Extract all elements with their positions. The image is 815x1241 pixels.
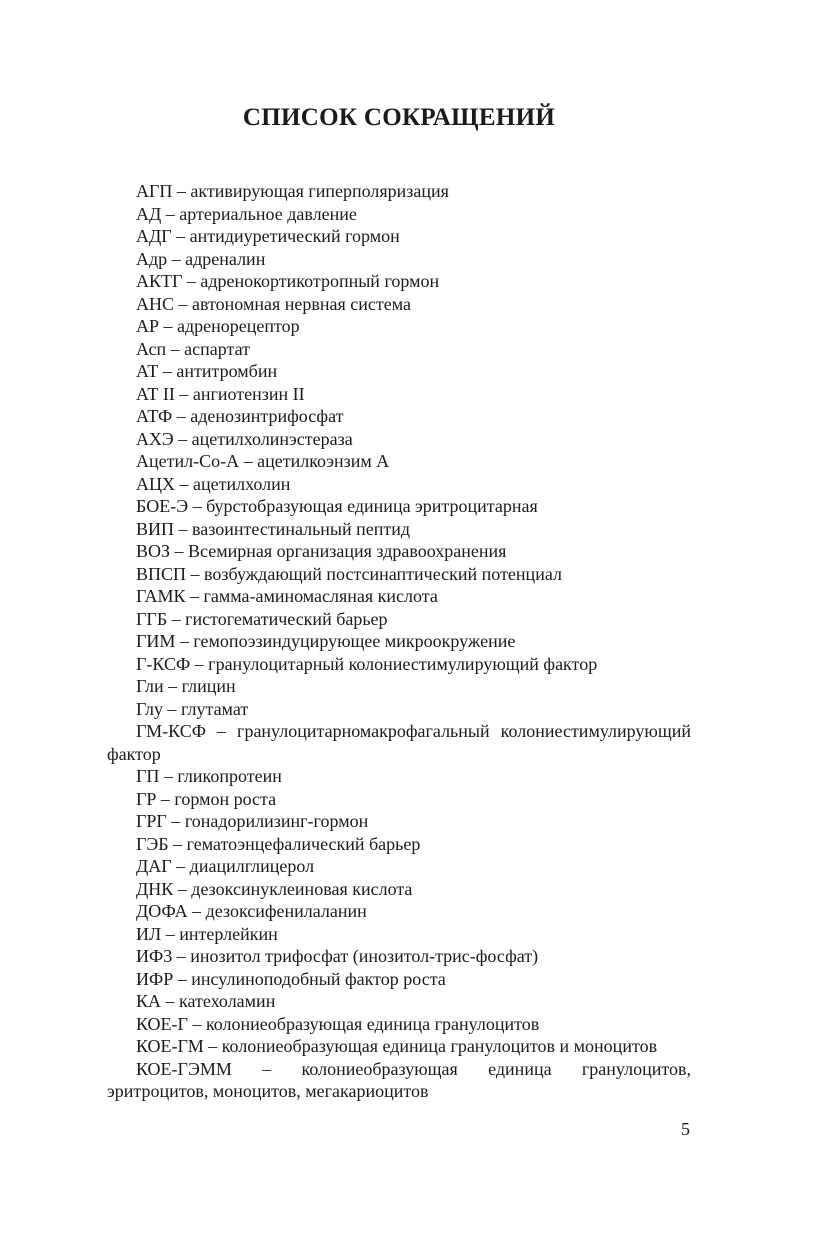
- abbreviation-entry: КОЕ-Г – колониеобразующая единица гранулоцитов: [136, 1013, 540, 1034]
- abbreviation-entry: ВОЗ – Всемирная организация здравоохранения: [136, 541, 507, 561]
- abbreviation-entry: АКТГ – адренокортикотропный гормон: [136, 271, 440, 291]
- abbreviation-entry: АДГ – антидиуретический гормон: [136, 226, 400, 246]
- abbreviation-entry: ИЛ – интерлейкин: [136, 923, 278, 944]
- abbreviation-entry: ГРГ – гонадорилизинг-гормон: [136, 811, 369, 831]
- abbreviation-entry: КОЕ-ГМ – колониеобразующая единица гранулоцитов и моноцитов: [136, 1036, 658, 1056]
- abbreviation-entry: КОЕ-ГЭММ – колониеобразующая единица гранулоцитов, эритроцитов, моноцитов, мегакариоцитов: [107, 1058, 691, 1101]
- abbreviation-entry: КА – катехоламин: [136, 991, 276, 1011]
- abbreviation-entry: ВИП – вазоинтестинальный пептид: [136, 518, 411, 539]
- abbreviation-entry: ДНК – дезоксинуклеиновая кислота: [136, 878, 413, 899]
- abbreviation-entry: ГАМК – гамма-аминомасляная кислота: [136, 586, 438, 606]
- abbreviation-entry: АД – артериальное давление: [136, 203, 357, 224]
- abbreviation-entry: Асп – аспартат: [136, 338, 251, 359]
- abbreviation-entry: АТФ – аденозинтрифосфат: [136, 406, 344, 426]
- abbreviation-entry: Глу – глутамат: [136, 698, 249, 719]
- abbreviation-entry: АР – адренорецептор: [136, 316, 300, 336]
- abbreviation-entry: Гли – глицин: [136, 676, 236, 696]
- abbreviation-entry: АГП – активирующая гиперполяризация: [136, 181, 449, 201]
- abbreviation-entry: ГМ-КСФ – гранулоцитарномакрофагальный колониестимулирующий фактор: [107, 721, 691, 764]
- abbreviation-entry: БОЕ-Э – бурстобразующая единица эритроцитарная: [136, 496, 538, 516]
- abbreviation-entry: Г-КСФ – гранулоцитарный колониестимулирующий фактор: [136, 653, 598, 674]
- abbreviation-list: [107, 180, 691, 1103]
- abbreviation-entry: ВПСП – возбуждающий постсинаптический потенциал: [136, 563, 562, 584]
- abbreviation-entry: ГИМ – гемопоэзиндуцирующее микроокружение: [136, 631, 516, 651]
- abbreviation-entry: ГР – гормон роста: [136, 788, 277, 809]
- abbreviation-entry: Адр – адреналин: [136, 248, 266, 269]
- abbreviation-entry: ГГБ – гистогематический барьер: [136, 608, 388, 629]
- abbreviation-entry: ДАГ – диацилглицерол: [136, 856, 315, 876]
- abbreviation-entry: ДОФА – дезоксифенилаланин: [136, 901, 367, 921]
- abbreviation-entry: ГЭБ – гематоэнцефалический барьер: [136, 833, 421, 854]
- abbreviation-entry: ГП – гликопротеин: [136, 766, 282, 786]
- abbreviation-entry: АХЭ – ацетилхолинэстераза: [136, 428, 353, 449]
- page-title: СПИСОК СОКРАЩЕНИЙ: [242, 104, 556, 131]
- abbreviation-entry: Ацетил-Со-А – ацетилкоэнзим А: [136, 451, 390, 471]
- abbreviation-entry: АЦХ – ацетилхолин: [136, 473, 291, 494]
- abbreviation-entry: ИФР – инсулиноподобный фактор роста: [136, 968, 446, 989]
- page-number: 5: [681, 1119, 690, 1139]
- abbreviation-entry: АТ – антитромбин: [136, 361, 278, 381]
- abbreviation-entry: ИФ3 – инозитол трифосфат (инозитол-трис-фосфат): [136, 946, 539, 966]
- abbreviation-entry: АНС – автономная нервная система: [136, 293, 412, 314]
- abbreviation-entry: АТ II – ангиотензин II: [136, 383, 305, 404]
